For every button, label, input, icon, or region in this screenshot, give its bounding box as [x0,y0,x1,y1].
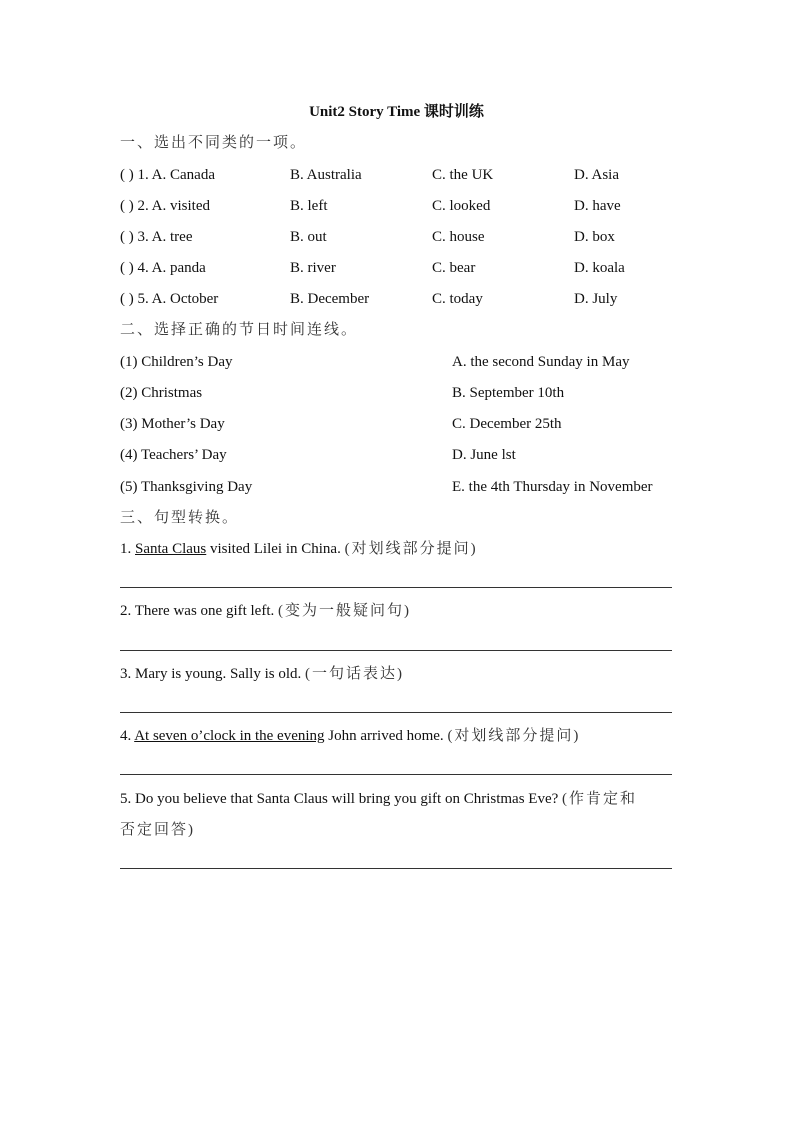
option-d: D. have [574,198,621,214]
q2-text: 2. There was one gift left. [120,603,279,619]
holiday-item: (5) Thanksgiving Day [120,479,253,495]
q5-instruction: (作肯定和 [562,791,638,807]
option-d: D. July [574,291,618,307]
date-item: C. December 25th [452,416,562,432]
q2-instruction: (变为一般疑问句) [278,603,412,619]
q1-underlined: Santa Claus [135,541,207,557]
q1-number: 1. [120,541,135,557]
option-c: C. the UK [432,167,494,183]
option-d: D. box [574,229,615,245]
holiday-item: (2) Christmas [120,385,203,401]
option-c: C. house [432,229,485,245]
holiday-item: (1) Children’s Day [120,354,233,370]
q1-text: visited Lilei in China. [206,541,345,557]
q3-instruction: (一句话表达) [305,666,405,682]
page-title: Unit2 Story Time 课时训练 [309,104,484,120]
q4-instruction: (对划线部分提问) [447,728,581,744]
answer-line-3[interactable] [120,712,672,713]
transform-question-1 [120,540,478,558]
answer-line-1[interactable] [120,587,672,588]
date-item: A. the second Sunday in May [452,354,630,370]
transform-question-5 [120,790,637,808]
option-b: B. December [290,291,370,307]
q4-text: John arrived home. [324,728,448,744]
answer-line-2[interactable] [120,650,672,651]
date-item: D. June lst [452,447,516,463]
date-item: E. the 4th Thursday in November [452,479,653,495]
option-b: B. river [290,260,336,276]
transform-question-3 [120,665,404,683]
answer-line-5[interactable] [120,868,672,869]
q1-instruction: (对划线部分提问) [344,541,478,557]
option-c: C. looked [432,198,491,214]
option-b: B. out [290,229,327,245]
holiday-item: (4) Teachers’ Day [120,447,227,463]
answer-line-4[interactable] [120,774,672,775]
q3-text: 3. Mary is young. Sally is old. [120,666,306,682]
option-c: C. bear [432,260,476,276]
question-number-option-a: ( ) 2. A. visited [120,198,210,214]
section2-heading: 二、选择正确的节日时间连线。 [120,322,359,338]
option-d: D. koala [574,260,625,276]
date-item: B. September 10th [452,385,565,401]
transform-question-4 [120,727,580,745]
option-b: B. Australia [290,167,362,183]
question-number-option-a: ( ) 4. A. panda [120,260,206,276]
q5-instruction-cont: 否定回答) [120,822,195,838]
q4-number: 4. [120,728,135,744]
q4-underlined: At seven o’clock in the evening [134,728,325,744]
holiday-item: (3) Mother’s Day [120,416,225,432]
option-d: D. Asia [574,167,619,183]
question-number-option-a: ( ) 5. A. October [120,291,219,307]
transform-question-2 [120,602,411,620]
section1-heading: 一、选出不同类的一项。 [120,135,308,151]
section3-heading: 三、句型转换。 [120,510,240,526]
q5-text: 5. Do you believe that Santa Claus will bring you gift on Christmas Eve? [120,791,563,807]
option-c: C. today [432,291,483,307]
question-number-option-a: ( ) 3. A. tree [120,229,193,245]
question-number-option-a: ( ) 1. A. Canada [120,167,215,183]
option-b: B. left [290,198,328,214]
